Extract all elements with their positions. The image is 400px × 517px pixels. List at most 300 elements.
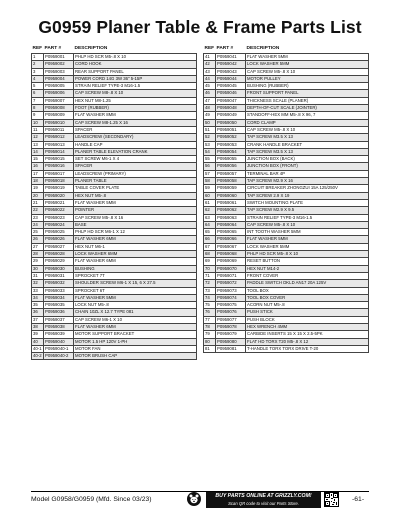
part-number-cell: P0959070 — [216, 265, 246, 272]
table-row — [204, 54, 369, 61]
description-cell: TAP SCREW M3.5 X 13 — [246, 148, 369, 155]
part-number-cell: P0959055 — [216, 156, 246, 163]
part-number-cell: P0959058 — [216, 178, 246, 185]
description-header: DESCRIPTION — [74, 45, 108, 51]
part-number-cell: P0959004 — [44, 75, 74, 82]
part-number-cell: P0959001 — [44, 54, 74, 61]
part-number-cell: P0959021 — [44, 199, 74, 206]
ref-cell: 14 — [32, 148, 44, 155]
part-number-cell: P0959036 — [44, 309, 74, 316]
table-row — [32, 309, 197, 316]
part-number-cell: P0959037 — [44, 316, 74, 323]
ref-cell: 75 — [204, 302, 216, 309]
part-number-cell: P0959005 — [44, 83, 74, 90]
ref-cell: 7 — [32, 97, 44, 104]
description-cell: SPACER — [74, 163, 197, 170]
part-number-cell: P0959028 — [44, 251, 74, 258]
ref-cell: 55 — [204, 156, 216, 163]
part-number-cell: P0959067 — [216, 243, 246, 250]
description-cell: HANDLE CAP — [74, 141, 197, 148]
table-row — [204, 97, 369, 104]
ref-cell: 80 — [204, 338, 216, 345]
part-number-cell: P0959031 — [44, 272, 74, 279]
description-cell: FLAT WASHER 5MM — [246, 236, 369, 243]
table-row — [32, 258, 197, 265]
ref-cell: 73 — [204, 287, 216, 294]
table-row — [204, 156, 369, 163]
part-number-cell: P0959076 — [216, 309, 246, 316]
table-row — [204, 294, 369, 301]
table-row — [32, 54, 197, 61]
part-number-cell: P0959063 — [216, 214, 246, 221]
description-cell: MOTOR SUPPORT BRACKET — [74, 331, 197, 338]
part-number-cell: P0959064 — [216, 221, 246, 228]
ref-cell: 62 — [204, 207, 216, 214]
description-header: DESCRIPTION — [246, 45, 280, 51]
ref-cell: 25 — [32, 229, 44, 236]
part-number-cell: P0959048 — [216, 105, 246, 112]
ref-cell: 4 — [32, 75, 44, 82]
ref-cell: 68 — [204, 251, 216, 258]
ref-cell: 76 — [204, 309, 216, 316]
part-number-cell: P0959066 — [216, 236, 246, 243]
table-row — [204, 134, 369, 141]
ref-cell: 44 — [204, 75, 216, 82]
description-cell: LOCK NUT M5-.8 — [74, 302, 197, 309]
description-cell: TAP SCREW M2.9 X 9.5 — [246, 207, 369, 214]
part-number-cell: P0959049 — [216, 112, 246, 119]
ref-cell: 18 — [32, 178, 44, 185]
table-row — [32, 214, 197, 221]
description-cell: LOCK WASHER 5MM — [246, 61, 369, 68]
table-row — [204, 61, 369, 68]
ref-cell: 12 — [32, 134, 44, 141]
table-row — [32, 112, 197, 119]
description-cell: PLANER TABLE ELEVATION CRANK — [74, 148, 197, 155]
description-cell: POWER CORD 14G 3W 36" 5-15P — [74, 75, 197, 82]
ref-cell: 36 — [32, 309, 44, 316]
ref-cell: 21 — [32, 199, 44, 206]
ref-cell: 9 — [32, 112, 44, 119]
parts-table-right — [203, 45, 369, 353]
description-cell: FRONT COVER — [246, 272, 369, 279]
part-number-cell: P0959052 — [216, 134, 246, 141]
ref-cell: 20 — [32, 192, 44, 199]
description-cell: BUSHING — [74, 265, 197, 272]
ref-cell: 31 — [32, 272, 44, 279]
description-cell: PADDLE SWITCH DKLD AN17 20A 125V — [246, 280, 369, 287]
table-row — [204, 214, 369, 221]
description-cell: SHOULDER SCREW M6-1 X 15, 6 X 27.5 — [74, 280, 197, 287]
description-cell: HEX NUT M14-2 — [246, 265, 369, 272]
description-cell: CARBIDE INSERTS 15 X 15 X 2.5-5PK — [246, 331, 369, 338]
table-row — [204, 221, 369, 228]
description-cell: CAP SCREW M6-1 X 10 — [74, 316, 197, 323]
ref-cell: 48 — [204, 105, 216, 112]
table-row — [32, 192, 197, 199]
description-cell: CRANK HANDLE BRACKET — [246, 141, 369, 148]
table-row — [32, 294, 197, 301]
table-row — [32, 272, 197, 279]
description-cell: STANDOFF-HEX MM M5-.8 X 96, 7 — [246, 112, 369, 119]
part-number-cell: P0959075 — [216, 302, 246, 309]
table-row — [204, 68, 369, 75]
ref-cell: 71 — [204, 272, 216, 279]
table-row — [32, 134, 197, 141]
table-row — [32, 68, 197, 75]
part-header: PART # — [44, 45, 62, 51]
part-number-cell: P0959057 — [216, 170, 246, 177]
table-row — [204, 126, 369, 133]
part-number-cell: P0959045 — [216, 83, 246, 90]
ref-cell: 23 — [32, 214, 44, 221]
table-row — [32, 61, 197, 68]
table-row — [204, 163, 369, 170]
part-number-cell: P0959035 — [44, 302, 74, 309]
table-row — [32, 178, 197, 185]
part-number-cell: P0959030 — [44, 265, 74, 272]
ref-cell: 26 — [32, 236, 44, 243]
table-row — [32, 199, 197, 206]
description-cell: CORD HOOK — [74, 61, 197, 68]
ref-cell: 22 — [32, 207, 44, 214]
description-cell: FRONT SUPPORT PANEL — [246, 90, 369, 97]
description-cell: STRAIN RELIEF TYPE-3 M16-1.5 — [74, 83, 197, 90]
table-row — [204, 90, 369, 97]
table-row — [204, 316, 369, 323]
table-row — [32, 83, 197, 90]
ref-cell: 30 — [32, 265, 44, 272]
ref-cell: 53 — [204, 141, 216, 148]
table-row — [204, 83, 369, 90]
ref-cell: 35 — [32, 302, 44, 309]
table-row — [32, 119, 197, 126]
description-cell: SPACER — [74, 126, 197, 133]
part-number-cell: P0959060 — [216, 192, 246, 199]
description-cell: BASE — [74, 221, 197, 228]
part-number-cell: P0959011 — [44, 126, 74, 133]
part-number-cell: P0959068 — [216, 251, 246, 258]
grizzly-bear-logo-icon — [187, 492, 201, 506]
table-row — [204, 280, 369, 287]
ref-cell: 24 — [32, 221, 44, 228]
part-number-cell: P0959078 — [216, 323, 246, 330]
table-row — [32, 141, 197, 148]
ref-cell: 27 — [32, 243, 44, 250]
part-number-cell: P0959007 — [44, 97, 74, 104]
table-row — [32, 280, 197, 287]
ref-cell: 81 — [204, 345, 216, 352]
table-row — [204, 265, 369, 272]
ref-cell: 47 — [204, 97, 216, 104]
part-number-cell: P0959065 — [216, 229, 246, 236]
ref-cell: 33 — [32, 287, 44, 294]
table-row — [32, 170, 197, 177]
ref-cell: 51 — [204, 126, 216, 133]
description-cell: ACORN NUT M5-.8 — [246, 302, 369, 309]
ref-cell: 32 — [32, 280, 44, 287]
part-number-cell: P0959022 — [44, 207, 74, 214]
description-cell: DEPTH-OF-CUT SCALE (JOINTER) — [246, 105, 369, 112]
ref-cell: 43 — [204, 68, 216, 75]
ref-cell: 39 — [32, 331, 44, 338]
part-number-cell: P0959013 — [44, 141, 74, 148]
part-number-cell: P0959071 — [216, 272, 246, 279]
description-cell: FLAT WASHER 6MM — [74, 323, 197, 330]
ref-cell: 6 — [32, 90, 44, 97]
parts-rows-left — [32, 54, 197, 360]
description-cell: FLAT WASHER 5MM — [246, 54, 369, 61]
table-row — [204, 331, 369, 338]
part-number-cell: P0959025 — [44, 229, 74, 236]
ref-cell: 78 — [204, 323, 216, 330]
description-cell: LOCK WASHER 6MM — [74, 251, 197, 258]
part-number-cell: P0959073 — [216, 287, 246, 294]
part-number-cell: P0959046 — [216, 90, 246, 97]
description-cell: CAP SCREW M5-.8 X 16 — [74, 214, 197, 221]
ref-cell: 70 — [204, 265, 216, 272]
table-row — [204, 199, 369, 206]
part-number-cell: P0959039 — [44, 331, 74, 338]
description-cell: SPROCKET 6T — [74, 287, 197, 294]
description-cell: TAP SCREW 2.9 X 19 — [246, 192, 369, 199]
table-row — [32, 148, 197, 155]
ref-cell: 77 — [204, 316, 216, 323]
part-number-cell: P0959027 — [44, 243, 74, 250]
table-row — [204, 75, 369, 82]
description-cell: LEADSCREW (SECONDARY) — [74, 134, 197, 141]
ref-cell: 3 — [32, 68, 44, 75]
page-number: -61- — [352, 496, 365, 503]
description-cell: HEX NUT M6-1 — [74, 243, 197, 250]
table-row — [204, 251, 369, 258]
table-row — [204, 178, 369, 185]
table-row — [204, 302, 369, 309]
part-number-cell: P0959002 — [44, 61, 74, 68]
part-number-cell: P0959041 — [216, 54, 246, 61]
part-number-cell: P0959033 — [44, 287, 74, 294]
ref-cell: 54 — [204, 148, 216, 155]
part-number-cell: P0959014 — [44, 148, 74, 155]
description-cell: FLAT WASHER 5MM — [74, 199, 197, 206]
description-cell: PLANER TABLE — [74, 178, 197, 185]
description-cell: PHLP HD SCR M5-.8 X 10 — [246, 251, 369, 258]
part-number-cell: P0959015 — [44, 156, 74, 163]
description-cell: REAR SUPPORT PANEL — [74, 68, 197, 75]
qr-pattern-icon — [325, 493, 338, 506]
ref-cell: 34 — [32, 294, 44, 301]
ref-cell: 67 — [204, 243, 216, 250]
ref-cell: 45 — [204, 83, 216, 90]
part-number-cell: P0959018 — [44, 178, 74, 185]
part-number-cell: P0959040-2 — [44, 353, 74, 360]
table-row — [204, 148, 369, 155]
description-cell: FLAT HD TORX T20 M5-.8 X 12 — [246, 338, 369, 345]
table-row — [32, 163, 197, 170]
ref-cell: 49 — [204, 112, 216, 119]
table-row — [32, 105, 197, 112]
ref-cell: 1 — [32, 54, 44, 61]
part-header: PART # — [216, 45, 234, 51]
ref-header: REF — [32, 45, 43, 51]
table-row — [32, 265, 197, 272]
ref-cell: 2 — [32, 61, 44, 68]
ref-cell: 15 — [32, 156, 44, 163]
table-row — [32, 251, 197, 258]
description-cell: MOTOR FAN — [74, 345, 197, 352]
ref-cell: 42 — [204, 61, 216, 68]
description-cell: CAP SCREW M5-.8 X 10 — [246, 68, 369, 75]
description-cell: RESET BUTTON — [246, 258, 369, 265]
table-row — [32, 353, 197, 360]
description-cell: FLAT WASHER 8MM — [74, 112, 197, 119]
table-row — [204, 192, 369, 199]
ref-cell: 40-2 — [33, 353, 42, 359]
part-number-cell: P0959038 — [44, 323, 74, 330]
table-row — [32, 243, 197, 250]
description-cell: POINTER — [74, 207, 197, 214]
ref-cell: 56 — [204, 163, 216, 170]
description-cell: TAP SCREW M2.9 X 16 — [246, 178, 369, 185]
description-cell: CORD CLAMP — [246, 119, 369, 126]
ref-header: REF — [204, 45, 215, 51]
ref-cell: 59 — [204, 185, 216, 192]
table-row — [204, 105, 369, 112]
description-cell: SET SCREW M6-1 X 4 — [74, 156, 197, 163]
ref-cell: 19 — [32, 185, 44, 192]
table-row — [32, 229, 197, 236]
table-row — [204, 323, 369, 330]
page-title: G0959 Planer Table & Frame Parts List — [38, 17, 362, 37]
description-cell: CAP SCREW M8-1.25 X 16 — [74, 119, 197, 126]
ref-cell: 57 — [204, 170, 216, 177]
ref-cell: 41 — [204, 54, 216, 61]
ref-cell: 64 — [204, 221, 216, 228]
ref-cell: 10 — [32, 119, 44, 126]
description-cell: CAP SCREW M5-.8 X 10 — [246, 126, 369, 133]
ref-cell: 79 — [204, 331, 216, 338]
part-number-cell: P0959069 — [216, 258, 246, 265]
table-row — [32, 185, 197, 192]
table-row — [204, 170, 369, 177]
description-cell: T-HANDLE TORX TORX DRIVE T-20 — [246, 345, 369, 352]
part-number-cell: P0959062 — [216, 207, 246, 214]
part-number-cell: P0959009 — [44, 112, 74, 119]
description-cell: MOTOR 1.5 HP 120V 1-PH — [74, 338, 197, 345]
promo-headline: BUY PARTS ONLINE AT GRIZZLY.COM! — [215, 493, 312, 499]
ref-cell: 17 — [32, 170, 44, 177]
part-number-cell: P0959020 — [44, 192, 74, 199]
description-cell: JUNCTION BOX (FRONT) — [246, 163, 369, 170]
qr-code-icon[interactable] — [324, 492, 339, 507]
ref-cell: 69 — [204, 258, 216, 265]
description-cell: PHLP HD SCR M5-.8 X 10 — [74, 54, 197, 61]
parts-rows-right — [204, 54, 369, 353]
table-row — [32, 221, 197, 228]
part-number-cell: P0959054 — [216, 148, 246, 155]
table-row — [32, 207, 197, 214]
table-row — [32, 316, 197, 323]
ref-cell: 65 — [204, 229, 216, 236]
description-cell: CHAIN 10ZL X 12.7 TYPE 081 — [74, 309, 197, 316]
part-number-cell: P0959006 — [44, 90, 74, 97]
parts-store-banner[interactable] — [206, 492, 321, 508]
description-cell: MOTOR PULLEY — [246, 75, 369, 82]
part-number-cell: P0959024 — [44, 221, 74, 228]
table-row — [204, 236, 369, 243]
part-number-cell: P0959019 — [44, 185, 74, 192]
table-row — [32, 338, 197, 345]
part-number-cell: P0959053 — [216, 141, 246, 148]
part-number-cell: P0959050 — [216, 119, 246, 126]
description-cell: LEADSCREW (PRIMARY) — [74, 170, 197, 177]
part-number-cell: P0959012 — [44, 134, 74, 141]
part-number-cell: P0959056 — [216, 163, 246, 170]
part-number-cell: P0959081 — [216, 345, 246, 352]
table-row — [32, 90, 197, 97]
parts-table-left — [31, 45, 197, 360]
description-cell: PHLP HD SCR M6-1 X 12 — [74, 229, 197, 236]
table-row — [32, 97, 197, 104]
description-cell: PUSH STICK — [246, 309, 369, 316]
description-cell: STRAIN RELIEF TYPE-3 M16-1.5 — [246, 214, 369, 221]
table-row — [32, 236, 197, 243]
ref-cell: 8 — [32, 105, 44, 112]
description-cell: BUSHING (RUBBER) — [246, 83, 369, 90]
ref-cell: 37 — [32, 316, 44, 323]
bear-glyph-icon — [187, 492, 201, 506]
ref-cell: 16 — [32, 163, 44, 170]
part-number-cell: P0959023 — [44, 214, 74, 221]
ref-cell: 11 — [32, 126, 44, 133]
table-row — [32, 287, 197, 294]
part-number-cell: P0959059 — [216, 185, 246, 192]
description-cell: FLAT WASHER 6MM — [74, 236, 197, 243]
part-number-cell: P0959017 — [44, 170, 74, 177]
table-row — [204, 229, 369, 236]
description-cell: FLAT WASHER 6MM — [74, 258, 197, 265]
description-cell: JUNCTION BOX (BACK) — [246, 156, 369, 163]
table-row — [204, 258, 369, 265]
description-cell: TERMINAL BAR 4P — [246, 170, 369, 177]
part-number-cell: P0959061 — [216, 199, 246, 206]
description-cell: PUSH BLOCK — [246, 316, 369, 323]
table-row — [204, 243, 369, 250]
table-row — [32, 331, 197, 338]
table-row — [32, 126, 197, 133]
ref-cell: 40-1 — [33, 345, 42, 351]
table-row — [204, 185, 369, 192]
part-number-cell: P0959079 — [216, 331, 246, 338]
table-row — [204, 287, 369, 294]
ref-cell: 74 — [204, 294, 216, 301]
description-cell: FOOT (RUBBER) — [74, 105, 197, 112]
ref-cell: 40 — [32, 338, 44, 345]
ref-cell: 29 — [32, 258, 44, 265]
part-number-cell: P0959042 — [216, 61, 246, 68]
description-cell: TOOL BOX COVER — [246, 294, 369, 301]
ref-cell: 66 — [204, 236, 216, 243]
description-cell: TAP SCREW M3.5 X 13 — [246, 134, 369, 141]
ref-cell: 28 — [32, 251, 44, 258]
part-number-cell: P0959010 — [44, 119, 74, 126]
description-cell: CIRCUIT BREAKER ZHONGZUI 15A 125/250V — [246, 185, 369, 192]
table-row — [32, 75, 197, 82]
table-row — [32, 323, 197, 330]
table-row — [204, 112, 369, 119]
description-cell: HEX NUT M8-1.25 — [74, 97, 197, 104]
table-row — [204, 338, 369, 345]
